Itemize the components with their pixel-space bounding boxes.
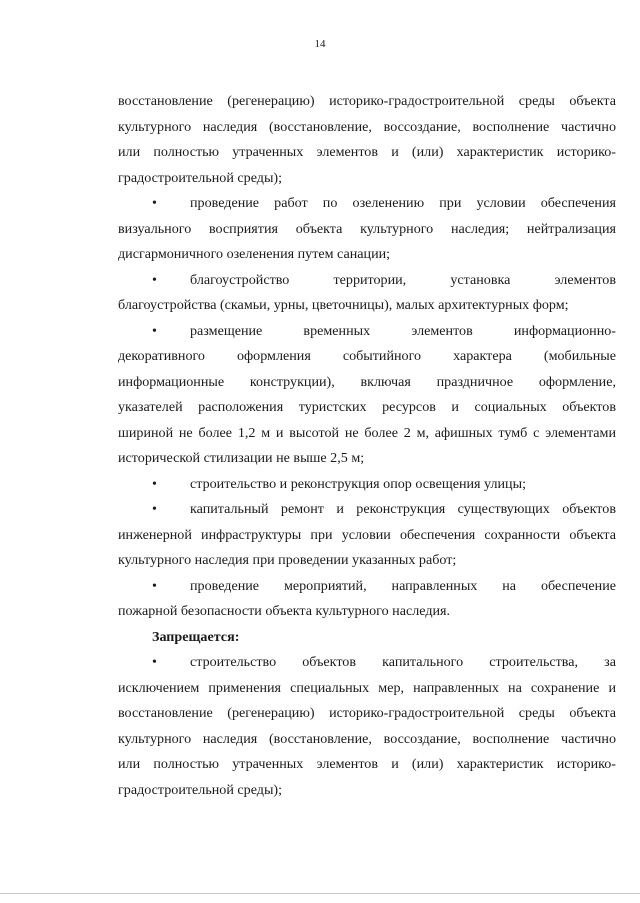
paragraph-line: восстановление (регенерацию) историко-градостроительной среды объекта [118, 93, 616, 109]
list-item-line: декоративного оформления событийного характера (мобильные [118, 348, 616, 364]
list-item-line: благоустройства (скамьи, урны, цветочницы), малых архитектурных форм; [118, 297, 569, 313]
list-item-line: восстановление (регенерацию) историко-градостроительной среды объекта [118, 705, 616, 721]
list-item-capital-construction [118, 650, 616, 803]
list-item-line: культурного наследия (восстановление, воссоздание, восполнение частично [118, 730, 616, 747]
list-item-temporary-elements [118, 319, 616, 472]
list-item-first-line: благоустройство территории, установка элементов [190, 271, 616, 288]
list-item-line: дисгармоничного озеленения путем санации; [118, 246, 391, 262]
bullet-marker: • [152, 475, 157, 492]
list-item-line: информационные конструкции), включая праздничное оформление, [118, 373, 616, 390]
list-item-lighting-poles [118, 472, 616, 498]
list-item-landscaping [118, 268, 616, 319]
list-item-first-line: капитальный ремонт и реконструкция существующих объектов [190, 501, 616, 517]
section-heading-prohibited: Запрещается: [152, 628, 240, 645]
list-item-first-line: размещение временных элементов информационно- [190, 322, 616, 339]
bullet-marker: • [152, 654, 157, 670]
paragraph-line: градостроительной среды); [118, 169, 283, 186]
paragraph-line: культурного наследия (восстановление, воссоздание, восполнение частично [118, 118, 616, 135]
list-item-line: исключением применения специальных мер, направленных на сохранение и [118, 679, 616, 696]
list-item-line: градостроительной среды); [118, 781, 283, 798]
bullet-marker: • [152, 195, 157, 211]
bullet-marker: • [152, 501, 157, 517]
list-item-line: или полностью утраченных элементов и (или) характеристик историко- [118, 756, 616, 772]
list-item-fire-safety [118, 574, 616, 625]
list-item-line: инженерной инфраструктуры при условии обеспечения сохранности объекта [118, 526, 616, 543]
page-bottom-edge [0, 893, 640, 894]
document-body [118, 89, 616, 803]
list-item-line: культурного наследия при проведении указанных работ; [118, 552, 457, 568]
list-item-first-line: строительство и реконструкция опор освещения улицы; [190, 475, 526, 492]
list-item-infrastructure-repair [118, 497, 616, 574]
list-item-line: исторической стилизации не выше 2,5 м; [118, 450, 365, 466]
paragraph-line: или полностью утраченных элементов и (или) характеристик историко- [118, 144, 616, 160]
list-item-line: указателей расположения туристских ресурсов и социальных объектов [118, 399, 616, 415]
bullet-marker: • [152, 322, 157, 339]
paragraph-continuation [118, 89, 616, 191]
list-item-line: пожарной безопасности объекта культурного наследия. [118, 603, 451, 619]
list-item-line: шириной не более 1,2 м и высотой не более 2 м, афишных тумб с элементами [118, 424, 616, 441]
bullet-marker: • [152, 271, 157, 288]
list-item-first-line: проведение работ по озеленению при условии обеспечения [190, 195, 616, 211]
list-item-first-line: проведение мероприятий, направленных на обеспечение [190, 577, 616, 594]
bullet-marker: • [152, 577, 157, 594]
list-item-greening [118, 191, 616, 268]
list-item-line: визуального восприятия объекта культурного наследия; нейтрализация [118, 220, 616, 237]
list-item-first-line: строительство объектов капитального строительства, за [190, 654, 616, 670]
page-number: 14 [314, 38, 326, 50]
